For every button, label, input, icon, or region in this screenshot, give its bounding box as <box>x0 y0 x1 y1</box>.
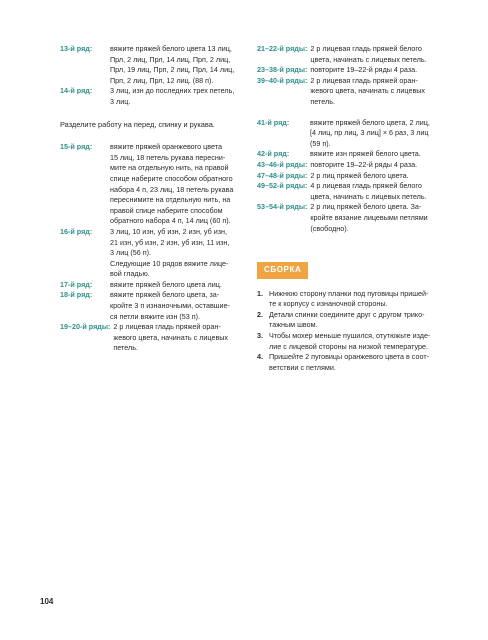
step-text: Нижнюю сторону планки под пуговицы пришей- те к корпусу с изнаночной стороны. <box>269 288 429 309</box>
pattern-row <box>257 202 443 234</box>
row-label: 42-й ряд: <box>257 149 290 159</box>
step-number: 2. <box>257 309 263 319</box>
assembly-step <box>257 289 443 310</box>
row-instruction: повторите 19–22-й ряды 4 раза. <box>310 159 418 169</box>
assembly-heading: СБОРКА <box>257 262 308 279</box>
row-instruction: 2 р лицевая гладь пряжей белого цвета, начинать с лицевых петель. <box>310 44 427 64</box>
row-spacer <box>257 108 443 118</box>
row-instruction: 2 р лиц пряжей белого цвета. За- кройте вязание лицевыми петлями (свободно). <box>310 202 428 233</box>
row-label: 18-й ряд: <box>60 290 93 300</box>
row-instruction: 2 р лиц пряжей белого цвета. <box>310 170 409 180</box>
row-instruction: 3 лиц, 10 изн, уб изн, 2 изн, уб изн, 21 изн, уб изн, 2 изн, уб изн, 11 изн, 3 лиц (56 п). Следующие 10 рядов вяжите лице- вой гладью. <box>110 226 230 279</box>
row-instruction: вяжите пряжей белого цвета, 2 лиц, [4 лиц, пр лиц, 3 лиц] × 6 раз, 3 лиц (59 п). <box>310 117 430 148</box>
row-label: 43–46-й ряды: <box>257 159 308 169</box>
row-instruction: вяжите пряжей оранжевого цвета 15 лиц, 18 петель рукава пересни- мите на отдельную нить, на правой спице наберите способом обратного набора 4 п, 23 лиц, 18 петель рукава переснимите на отдельную нить, на правой спице наберите способом обратного набора 4 п, 14 лиц (60 п). <box>110 142 234 226</box>
row-instruction: вяжите пряжей белого цвета, за- кройте 3 п изнаночными, оставшие- ся петли вяжите изн (53 п). <box>110 290 230 321</box>
row-instruction: вяжите пряжей белого цвета 13 лиц, Прл, 2 лиц, Прл, 14 лиц, Прп, 2 лиц, Прл, 19 лиц, Прп, 2 лиц, Прл, 14 лиц, Прп, 2 лиц, Прл, 12 лиц. (88 п). <box>110 44 235 85</box>
pattern-row <box>60 86 242 107</box>
pattern-row <box>60 322 242 354</box>
right-column <box>257 44 443 373</box>
row-label: 14-й ряд: <box>60 86 93 96</box>
pattern-row <box>257 171 443 182</box>
assembly-step <box>257 331 443 352</box>
section-note: Разделите работу на перед, спинку и рукава. <box>60 119 215 129</box>
row-list-a <box>60 44 242 108</box>
row-list-b <box>60 142 242 354</box>
pattern-row <box>257 76 443 108</box>
row-label: 23–38-й ряды: <box>257 65 308 75</box>
row-label: 16-й ряд: <box>60 226 93 236</box>
row-label: 13-й ряд: <box>60 44 93 53</box>
step-number: 3. <box>257 331 263 341</box>
row-label: 15-й ряд: <box>60 142 93 152</box>
left-column <box>60 44 242 354</box>
row-label: 21–22-й ряды: <box>257 44 308 53</box>
row-label: 39–40-й ряды: <box>257 75 308 85</box>
step-text: Чтобы мохер меньше пушился, отутюжьте изде- лие с лицевой стороны на низкой температуре. <box>269 331 431 351</box>
row-instruction: повторите 19–22-й ряды 4 раза. <box>310 65 418 75</box>
pattern-row <box>60 290 242 322</box>
pattern-row <box>257 181 443 202</box>
pattern-row <box>257 149 443 160</box>
row-instruction: 2 р лицевая гладь пряжей оран- жевого цвета, начинать с лицевых петель. <box>310 75 426 106</box>
pattern-row <box>257 160 443 171</box>
step-text: Пришейте 2 пуговицы оранжевого цвета в соот- ветствии с петлями. <box>269 352 430 372</box>
row-label: 17-й ряд: <box>60 279 93 289</box>
row-label: 41-й ряд: <box>257 117 290 127</box>
row-label: 49–52-й ряды: <box>257 181 308 191</box>
assembly-step <box>257 310 443 331</box>
row-label: 47–48-й ряды: <box>257 170 308 180</box>
row-list-right <box>257 44 443 234</box>
step-number: 4. <box>257 352 263 362</box>
assembly-step <box>257 352 443 373</box>
row-instruction: вяжите пряжей белого цвета лиц. <box>110 279 222 289</box>
pattern-row <box>257 44 443 65</box>
row-instruction: вяжите изн пряжей белого цвета. <box>310 149 421 159</box>
pattern-row <box>60 142 242 227</box>
pattern-row <box>60 44 242 86</box>
step-number: 1. <box>257 288 263 298</box>
row-label: 19–20-й ряды: <box>60 322 111 332</box>
page-number: 104 <box>40 597 54 606</box>
row-instruction: 4 р лицевая гладь пряжей белого цвета, начинать с лицевых петель. <box>310 181 427 201</box>
assembly-steps <box>257 289 443 374</box>
step-text: Детали спинки соедините друг с другом трико- тажным швом. <box>269 309 425 330</box>
pattern-row <box>257 65 443 76</box>
row-instruction: 3 лиц, изн до последних трех петель, 3 лиц. <box>110 86 235 106</box>
row-instruction: 2 р лицевая гладь пряжей оран- жевого цвета, начинать с лицевых петель. <box>113 322 229 353</box>
pattern-row <box>257 118 443 150</box>
pattern-row <box>60 280 242 291</box>
pattern-row <box>60 227 242 280</box>
row-label: 53–54-й ряды: <box>257 202 308 212</box>
